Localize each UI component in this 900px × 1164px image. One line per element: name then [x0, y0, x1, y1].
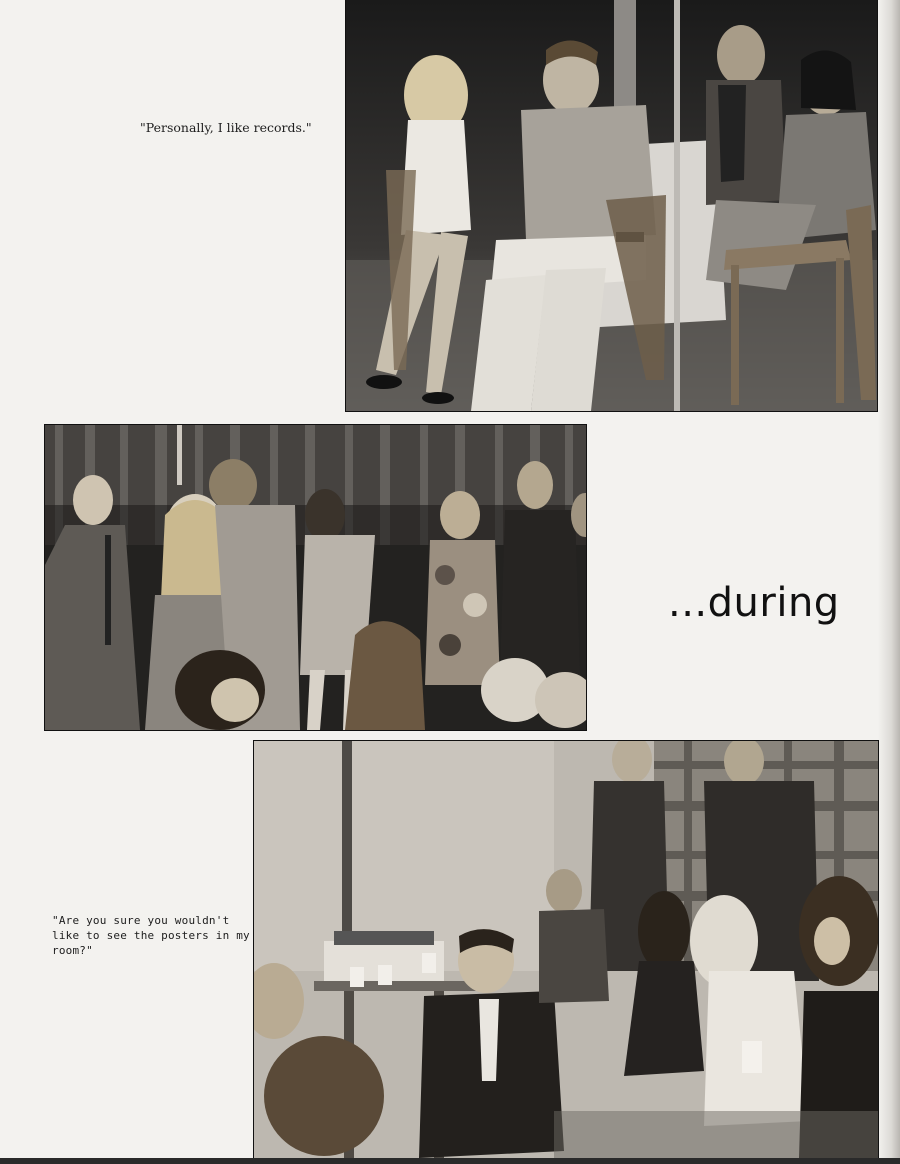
caption-posters-room: "Are you sure you wouldn't like to see the posters in my room?": [52, 914, 250, 957]
photo-couples-seated: [346, 0, 877, 411]
photo-dance-crowd: [45, 425, 586, 730]
page-edge: [878, 0, 900, 1164]
photo-record-player-room: [254, 741, 878, 1158]
caption-personally-records: "Personally, I like records.": [140, 120, 312, 135]
page-bottom-edge: [0, 1158, 900, 1164]
during-heading: ...during: [668, 580, 840, 626]
